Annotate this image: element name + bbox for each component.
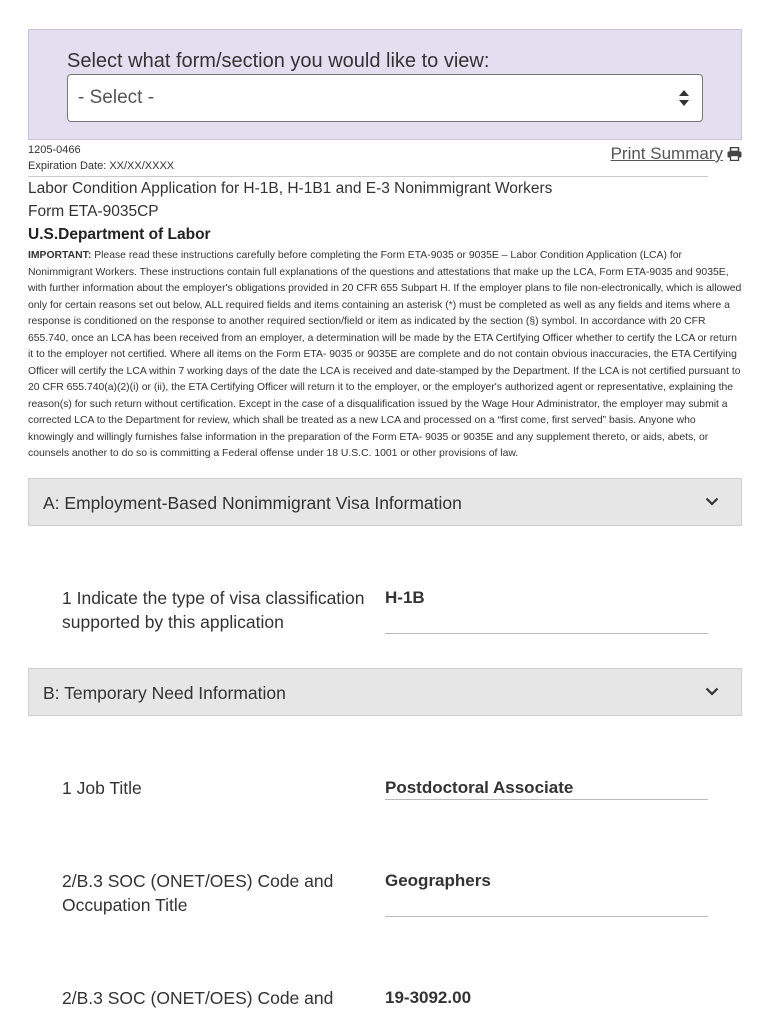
meta-divider <box>28 176 708 177</box>
soc-occupation-value: Geographers <box>385 871 491 890</box>
expiration-date: Expiration Date: XX/XX/XXXX <box>28 160 175 172</box>
department-name: U.S.Department of Labor <box>28 226 211 243</box>
chevron-down-icon <box>705 687 719 696</box>
form-title: Labor Condition Application for H-1B, H-1B1 and E-3 Nonimmigrant Workers <box>28 180 553 197</box>
select-value: - Select - <box>78 87 155 108</box>
job-title-label: 1 Job Title <box>62 778 142 798</box>
soc-code-value: 19-3092.00 <box>385 988 472 1007</box>
section-a-header[interactable] <box>28 478 742 526</box>
form-section-select[interactable] <box>67 74 703 122</box>
visa-classification-value: H-1B <box>385 588 425 607</box>
visa-classification-label: 1 Indicate the type of visa classification supported by this application <box>62 588 365 632</box>
field-divider <box>385 799 708 800</box>
job-title-value: Postdoctoral Associate <box>385 778 574 797</box>
soc-occupation-label: 2/B.3 SOC (ONET/OES) Code and Occupation Title <box>62 871 334 915</box>
field-divider <box>385 633 708 634</box>
print-summary-label: Print Summary <box>610 144 723 163</box>
selector-label: Select what form/section you would like to view: <box>67 50 490 72</box>
important-text: Please read these instructions carefully before completing the Form ETA-9035 or 9035E – Labor Condition Application (LCA) for Nonimmigrant Workers. These instructions contain full explanations of the questions and attestations that make up the LCA, Form ETA-9035 and 9035E, with further information about the employer's obligations provided in 20 CFR 655 Subpart H. If the employer plans to file non-electronically, which is allowed only for certain reasons set out below, ALL required fields and items containing an asterisk (*) must be completed as well as any fields and items where a response is conditioned on the response to another required section/field or item as indicated by the section (§) symbol. In accordance with 20 CFR 655.740, once an LCA has been received from an employer, a determination will be made by the ETA Certifying Officer whether to certify the LCA or return it to the employer not certified. Where all items on the Form ETA- 9035 or 9035E are complete and do not contain obvious inaccuracies, the ETA Certifying Officer will certify the LCA within 7 working days of the date the LCA is received and date-stamped by the Department. If the LCA is not certified pursuant to 20 CFR 655.740(a)(2)(i) or (ii), the ETA Certifying Officer will return it to the employer, or the employer's authorized agent or representative, explaining the reason(s) for such return without certification. Except in the case of a disqualification issued by the Wage Hour Administrator, the employer may submit a corrected LCA to the Department for review, which shall be treated as a new LCA and processed on a “first come, first served” basis. Anyone who knowingly and willingly furnishes false information in the preparation of the Form ETA- 9035 or 9035E and any supplement thereto, or aids, abets, or counsels another to do so is committing a Federal offense under 18 U.S.C. 1001 or other provisions of law. <box>28 250 742 459</box>
form-number: Form ETA-9035CP <box>28 203 159 220</box>
section-b-title: B: Temporary Need Information <box>43 683 286 703</box>
print-summary-link[interactable] <box>611 144 742 164</box>
important-instructions <box>28 248 744 463</box>
section-b-header[interactable] <box>28 668 742 716</box>
soc-code-label: 2/B.3 SOC (ONET/OES) Code and <box>62 988 334 1008</box>
section-a-title: A: Employment-Based Nonimmigrant Visa Information <box>43 493 462 513</box>
field-divider <box>385 916 708 917</box>
print-icon <box>727 147 742 161</box>
chevron-down-icon <box>705 497 719 506</box>
important-label: IMPORTANT: <box>28 250 92 261</box>
form-selector-panel <box>28 29 742 140</box>
select-arrows-icon <box>678 89 690 107</box>
omb-number: 1205-0466 <box>28 144 81 156</box>
